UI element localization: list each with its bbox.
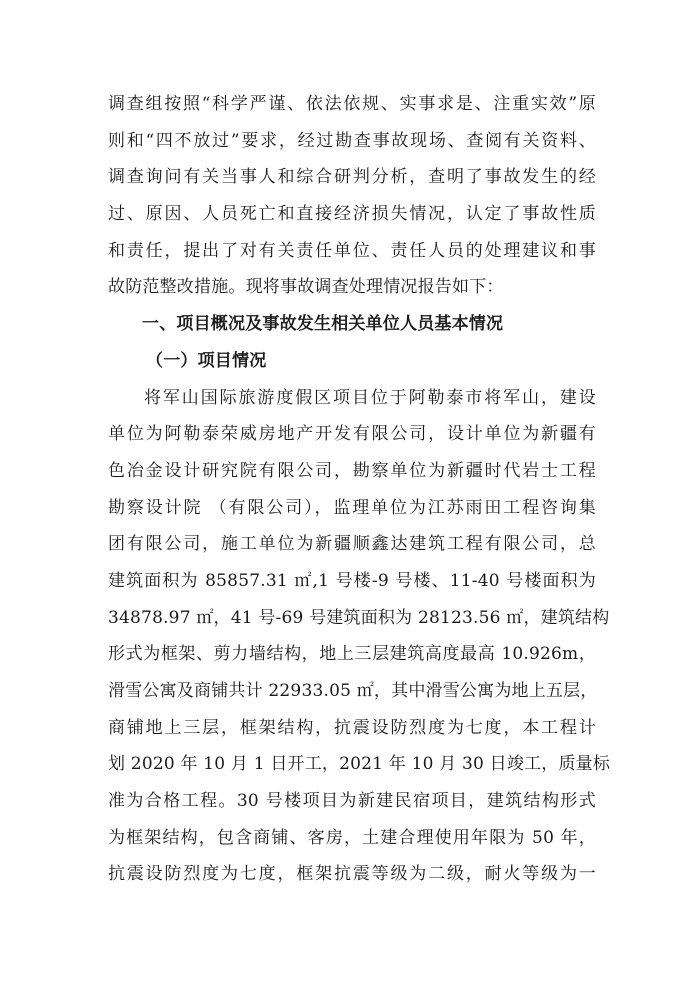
text-line: 单位为阿勒泰荣威房地产开发有限公司，设计单位为新疆有 xyxy=(108,424,596,445)
text-line: 滑雪公寓及商铺共计 22933.05 ㎡，其中滑雪公寓为地上五层， xyxy=(108,681,598,701)
text-line: 调查组按照“科学严谨、依法依规、实事求是、注重实效”原 xyxy=(108,94,596,114)
text-line: 为框架结构，包含商铺、客房，土建合理使用年限为 50 年， xyxy=(108,827,596,848)
intro-paragraph xyxy=(108,86,596,306)
text-line: 则和“四不放过”要求，经过勘查事故现场、查阅有关资料、 xyxy=(108,130,596,151)
text-line: 团有限公司，施工单位为新疆顺鑫达建筑工程有限公司，总 xyxy=(108,534,596,555)
text-line: 色冶金设计研究院有限公司，勘察单位为新疆时代岩士工程 xyxy=(108,460,596,481)
text-line: 34878.97 ㎡，41 号-69 号建筑面积为 28123.56 ㎡，建筑结构 xyxy=(108,607,610,628)
section-heading: 一、项目概况及事故发生相关单位人员基本情况 xyxy=(142,314,504,335)
text-line: 调查询问有关当事人和综合研判分析，查明了事故发生的经 xyxy=(108,167,596,188)
text-line: 形式为框架、剪力墙结构，地上三层建筑高度最高 10.926m， xyxy=(108,644,596,665)
document-body xyxy=(108,86,611,893)
text-line: 划 2020 年 10 月 1 日开工，2021 年 10 月 30 日竣工，质量标 xyxy=(108,754,611,775)
text-line: 建筑面积为 85857.31 ㎡,1 号楼-9 号楼、11-40 号楼面积为 xyxy=(108,570,596,591)
text-line: 和责任，提出了对有关责任单位、责任人员的处理建议和事 xyxy=(108,240,596,261)
text-line: 过、原因、人员死亡和直接经济损失情况，认定了事故性质 xyxy=(108,204,596,225)
text-line: 故防范整改措施。现将事故调查处理情况报告如下： xyxy=(108,277,504,298)
text-line: 勘察设计院 （有限公司），监理单位为江苏雨田工程咨询集 xyxy=(108,497,596,518)
text-line: 将军山国际旅游度假区项目位于阿勒泰市将军山，建设 xyxy=(144,387,596,408)
text-line: 准为合格工程。30 号楼项目为新建民宿项目，建筑结构形式 xyxy=(108,791,596,812)
text-line: 商铺地上三层，框架结构，抗震设防烈度为七度，本工程计 xyxy=(108,717,596,738)
text-line: 抗震设防烈度为七度，框架抗震等级为二级，耐火等级为一 xyxy=(108,864,596,885)
project-paragraph xyxy=(108,380,611,894)
subsection-heading: （一）项目情况 xyxy=(146,350,267,371)
